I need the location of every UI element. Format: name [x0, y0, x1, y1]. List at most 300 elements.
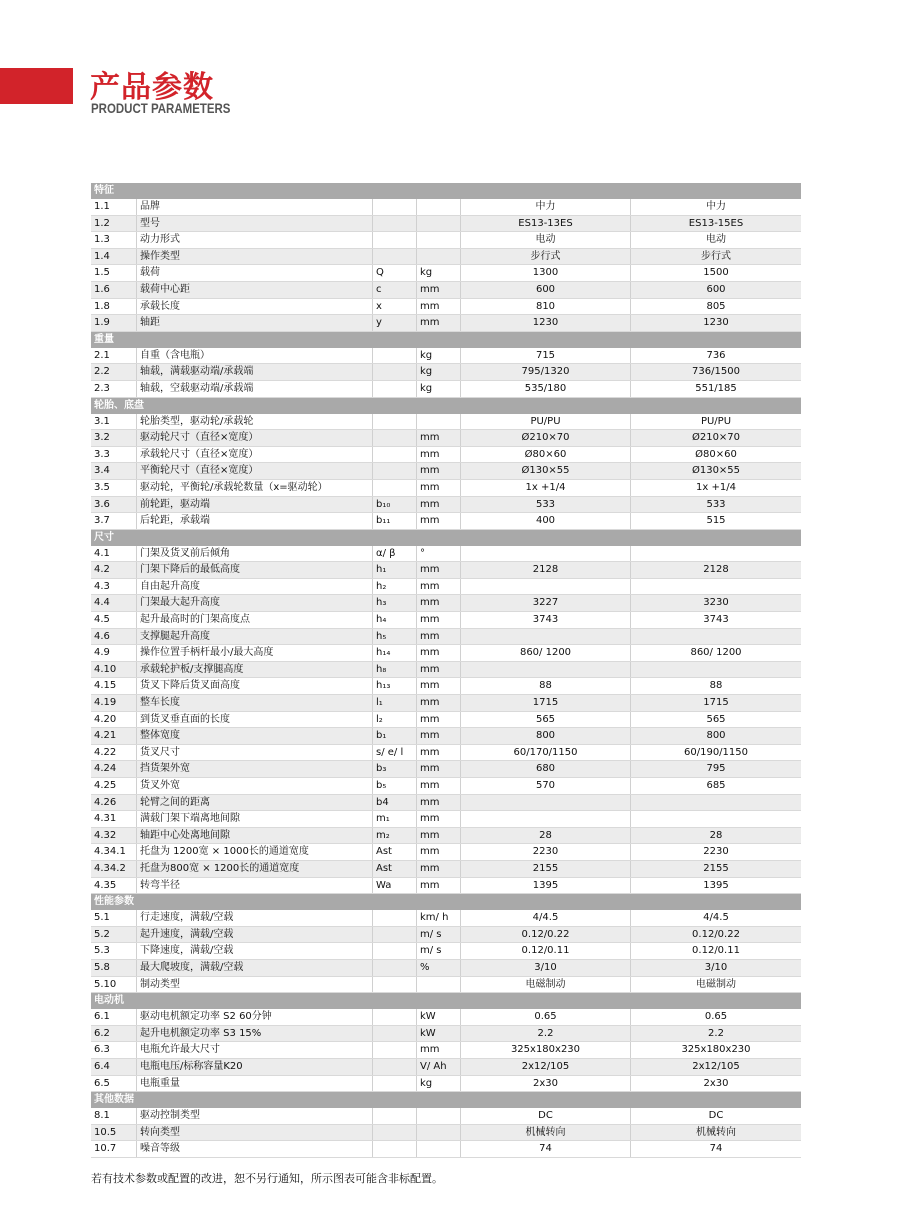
- row-symbol: b4: [373, 795, 417, 811]
- table-row: [91, 745, 801, 762]
- row-symbol: [373, 1141, 417, 1157]
- row-value-model-1: Ø80×60: [461, 447, 631, 463]
- row-unit: %: [417, 960, 461, 976]
- table-row: [91, 960, 801, 977]
- row-value-model-2: 325x180x230: [681, 1044, 751, 1056]
- row-symbol: [373, 199, 417, 215]
- row-description: 后轮距，承载端: [137, 513, 373, 529]
- row-number: 2.2: [91, 364, 137, 380]
- row-number: 10.7: [91, 1141, 137, 1157]
- table-row: [91, 943, 801, 960]
- row-description: 挡货架外宽: [137, 761, 373, 777]
- row-number: 5.1: [91, 910, 137, 926]
- row-value-model-1: [461, 579, 631, 595]
- row-description: 门架下降后的最低高度: [137, 562, 373, 578]
- row-value-model-1: 400: [461, 513, 631, 529]
- row-description: 门架及货叉前后倾角: [137, 546, 373, 562]
- row-description: 自由起升高度: [137, 579, 373, 595]
- table-row: [91, 695, 801, 712]
- row-value-model-1: 机械转向: [461, 1125, 631, 1141]
- row-description: 动力形式: [137, 232, 373, 248]
- row-unit: mm: [417, 1042, 461, 1058]
- row-value-model-1: 795/1320: [461, 364, 631, 380]
- row-number: 6.3: [91, 1042, 137, 1058]
- row-value-model-1: 2155: [461, 861, 631, 877]
- row-symbol: h₂: [373, 579, 417, 595]
- row-symbol: [373, 447, 417, 463]
- row-description: 货叉外宽: [137, 778, 373, 794]
- table-row: [91, 1042, 801, 1059]
- row-number: 5.2: [91, 927, 137, 943]
- row-symbol: [373, 381, 417, 397]
- row-value-model-1: 电磁制动: [461, 977, 631, 993]
- row-value-model-2: [631, 795, 801, 811]
- row-unit: mm: [417, 662, 461, 678]
- row-number: 8.1: [91, 1108, 137, 1124]
- table-row: [91, 546, 801, 563]
- row-description: 操作位置手柄杆最小/最大高度: [137, 645, 373, 661]
- row-unit: kW: [417, 1026, 461, 1042]
- row-unit: mm: [417, 315, 461, 331]
- row-unit: mm: [417, 463, 461, 479]
- section-header: 轮胎、底盘: [91, 398, 801, 414]
- row-number: 4.15: [91, 678, 137, 694]
- row-symbol: [373, 364, 417, 380]
- row-description: 驱动控制类型: [137, 1108, 373, 1124]
- row-number: 1.5: [91, 265, 137, 281]
- row-value-model-1: 步行式: [461, 249, 631, 265]
- row-value-model-2: 3230: [703, 597, 729, 609]
- row-symbol: [373, 216, 417, 232]
- row-description: 行走速度，满载/空载: [137, 910, 373, 926]
- row-value-model-2: ES13-15ES: [688, 217, 744, 229]
- row-value-model-2: [631, 811, 801, 827]
- table-row: [91, 1108, 801, 1125]
- spec-table: [91, 183, 801, 1158]
- row-description: 门架最大起升高度: [137, 595, 373, 611]
- row-number: 3.7: [91, 513, 137, 529]
- row-value-model-1: [461, 546, 631, 562]
- row-value-model-1: [461, 811, 631, 827]
- row-unit: mm: [417, 562, 461, 578]
- row-description: 起升最高时的门架高度点: [137, 612, 373, 628]
- row-value-model-2: 2x30: [703, 1077, 729, 1089]
- row-unit: mm: [417, 728, 461, 744]
- table-row: [91, 513, 801, 530]
- row-symbol: b₅: [373, 778, 417, 794]
- table-row: [91, 645, 801, 662]
- row-unit: mm: [417, 513, 461, 529]
- row-description: 前轮距，驱动端: [137, 497, 373, 513]
- table-row: [91, 1009, 801, 1026]
- row-unit: mm: [417, 447, 461, 463]
- row-value-model-1: 1300: [461, 265, 631, 281]
- row-description: 托盘为800宽 × 1200长的通道宽度: [137, 861, 373, 877]
- row-description: 操作类型: [137, 249, 373, 265]
- row-description: 起升电机额定功率 S3 15%: [137, 1026, 373, 1042]
- row-value-model-1: 0.65: [461, 1009, 631, 1025]
- row-number: 3.4: [91, 463, 137, 479]
- table-row: [91, 678, 801, 695]
- row-number: 4.10: [91, 662, 137, 678]
- row-symbol: [373, 943, 417, 959]
- row-number: 3.1: [91, 414, 137, 430]
- row-number: 4.4: [91, 595, 137, 611]
- row-value-model-1: 565: [461, 712, 631, 728]
- row-value-model-1: 2.2: [461, 1026, 631, 1042]
- row-symbol: h₅: [373, 629, 417, 645]
- table-row: [91, 1059, 801, 1076]
- row-symbol: h₈: [373, 662, 417, 678]
- row-value-model-2: 3/10: [704, 961, 728, 973]
- row-number: 4.6: [91, 629, 137, 645]
- row-symbol: m₁: [373, 811, 417, 827]
- row-number: 4.5: [91, 612, 137, 628]
- row-unit: mm: [417, 282, 461, 298]
- row-unit: mm: [417, 795, 461, 811]
- row-symbol: [373, 430, 417, 446]
- row-number: 1.4: [91, 249, 137, 265]
- row-value-model-2: 0.12/0.11: [692, 945, 740, 957]
- row-number: 5.10: [91, 977, 137, 993]
- row-unit: kg: [417, 1076, 461, 1092]
- row-number: 10.5: [91, 1125, 137, 1141]
- row-value-model-1: DC: [461, 1108, 631, 1124]
- row-value-model-1: 60/170/1150: [461, 745, 631, 761]
- row-value-model-2: 74: [709, 1143, 723, 1155]
- row-value-model-1: 0.12/0.22: [461, 927, 631, 943]
- row-unit: [417, 977, 461, 993]
- section-header: 其他数据: [91, 1092, 801, 1108]
- row-value-model-1: 74: [461, 1141, 631, 1157]
- row-value-model-2: 2155: [703, 862, 729, 874]
- row-value-model-2: 步行式: [701, 250, 731, 262]
- table-row: [91, 579, 801, 596]
- row-value-model-2: 2.2: [708, 1027, 724, 1039]
- row-number: 6.5: [91, 1076, 137, 1092]
- row-number: 4.9: [91, 645, 137, 661]
- row-description: 承载轮护板/支撑腿高度: [137, 662, 373, 678]
- row-unit: kg: [417, 364, 461, 380]
- row-unit: [417, 232, 461, 248]
- row-value-model-1: 2128: [461, 562, 631, 578]
- row-value-model-1: 2x30: [461, 1076, 631, 1092]
- row-symbol: [373, 910, 417, 926]
- row-symbol: [373, 1026, 417, 1042]
- table-row: [91, 199, 801, 216]
- table-row: [91, 265, 801, 282]
- row-value-model-2: 565: [706, 713, 726, 725]
- row-symbol: [373, 977, 417, 993]
- row-value-model-1: 600: [461, 282, 631, 298]
- section-header: 重量: [91, 332, 801, 348]
- row-unit: m/ s: [417, 943, 461, 959]
- row-value-model-2: 机械转向: [696, 1126, 736, 1138]
- row-description: 平衡轮尺寸（直径×宽度）: [137, 463, 373, 479]
- row-description: 货叉下降后货叉面高度: [137, 678, 373, 694]
- row-symbol: [373, 249, 417, 265]
- row-symbol: c: [373, 282, 417, 298]
- row-description: 到货叉垂直面的长度: [137, 712, 373, 728]
- row-description: 载荷: [137, 265, 373, 281]
- row-number: 4.24: [91, 761, 137, 777]
- row-symbol: Wa: [373, 878, 417, 894]
- row-number: 3.5: [91, 480, 137, 496]
- row-symbol: m₂: [373, 828, 417, 844]
- table-row: [91, 828, 801, 845]
- row-value-model-1: [461, 629, 631, 645]
- row-number: 4.2: [91, 562, 137, 578]
- table-row: [91, 1076, 801, 1093]
- row-symbol: [373, 1076, 417, 1092]
- row-unit: [417, 199, 461, 215]
- row-value-model-1: 28: [461, 828, 631, 844]
- row-value-model-2: 1230: [703, 317, 729, 329]
- row-description: 电瓶电压/标称容量K20: [137, 1059, 373, 1075]
- row-description: 货叉尺寸: [137, 745, 373, 761]
- header-accent-bar: [0, 68, 73, 104]
- table-row: [91, 844, 801, 861]
- row-number: 4.20: [91, 712, 137, 728]
- row-number: 4.34.1: [91, 844, 137, 860]
- row-value-model-1: 3743: [461, 612, 631, 628]
- row-value-model-1: 4/4.5: [461, 910, 631, 926]
- row-description: 驱动轮，平衡轮/承载轮数量（x=驱动轮）: [137, 480, 373, 496]
- row-unit: mm: [417, 678, 461, 694]
- table-row: [91, 811, 801, 828]
- row-value-model-1: 中力: [461, 199, 631, 215]
- row-number: 4.22: [91, 745, 137, 761]
- table-row: [91, 282, 801, 299]
- table-row: [91, 795, 801, 812]
- row-value-model-2: 736/1500: [692, 366, 740, 378]
- row-symbol: [373, 1042, 417, 1058]
- row-number: 5.3: [91, 943, 137, 959]
- row-value-model-2: 中力: [706, 201, 726, 212]
- row-unit: kW: [417, 1009, 461, 1025]
- row-unit: mm: [417, 778, 461, 794]
- table-row: [91, 480, 801, 497]
- row-description: 承载长度: [137, 299, 373, 315]
- row-description: 轴距中心处离地间隙: [137, 828, 373, 844]
- row-description: 轴距: [137, 315, 373, 331]
- row-value-model-2: 1500: [703, 267, 729, 279]
- row-symbol: [373, 1125, 417, 1141]
- row-description: 托盘为 1200宽 × 1000长的通道宽度: [137, 844, 373, 860]
- row-description: 噪音等级: [137, 1141, 373, 1157]
- row-unit: kg: [417, 265, 461, 281]
- row-description: 品牌: [137, 199, 373, 215]
- row-value-model-2: 0.12/0.22: [692, 928, 740, 940]
- table-row: [91, 1026, 801, 1043]
- row-unit: mm: [417, 828, 461, 844]
- row-value-model-2: 60/190/1150: [684, 746, 748, 758]
- row-value-model-1: 860/ 1200: [461, 645, 631, 661]
- table-row: [91, 861, 801, 878]
- row-value-model-1: 88: [461, 678, 631, 694]
- section-header: 特征: [91, 183, 801, 199]
- row-value-model-1: [461, 662, 631, 678]
- row-value-model-2: 600: [706, 283, 726, 295]
- row-value-model-2: 1x +1/4: [696, 481, 736, 493]
- row-value-model-1: 0.12/0.11: [461, 943, 631, 959]
- row-value-model-2: 795: [706, 763, 726, 775]
- row-value-model-2: 800: [706, 730, 726, 742]
- row-number: 4.21: [91, 728, 137, 744]
- table-row: [91, 595, 801, 612]
- row-unit: [417, 1108, 461, 1124]
- row-symbol: s/ e/ l: [373, 745, 417, 761]
- row-unit: mm: [417, 712, 461, 728]
- row-value-model-2: 551/185: [695, 382, 737, 394]
- row-value-model-2: 28: [709, 829, 723, 841]
- table-row: [91, 348, 801, 365]
- table-row: [91, 878, 801, 895]
- row-unit: [417, 1125, 461, 1141]
- row-symbol: [373, 463, 417, 479]
- row-unit: mm: [417, 745, 461, 761]
- row-value-model-2: 860/ 1200: [690, 647, 742, 659]
- row-value-model-2: [631, 662, 801, 678]
- row-description: 驱动轮尺寸（直径×宽度）: [137, 430, 373, 446]
- row-unit: mm: [417, 497, 461, 513]
- table-row: [91, 612, 801, 629]
- table-row: [91, 216, 801, 233]
- row-unit: mm: [417, 480, 461, 496]
- row-number: 4.19: [91, 695, 137, 711]
- row-unit: mm: [417, 878, 461, 894]
- row-description: 电瓶允许最大尺寸: [137, 1042, 373, 1058]
- row-number: 3.6: [91, 497, 137, 513]
- row-value-model-1: 2230: [461, 844, 631, 860]
- row-number: 5.8: [91, 960, 137, 976]
- row-value-model-1: 1x +1/4: [461, 480, 631, 496]
- row-value-model-2: DC: [708, 1110, 724, 1122]
- row-number: 4.35: [91, 878, 137, 894]
- row-unit: [417, 414, 461, 430]
- row-value-model-2: 2128: [703, 564, 729, 576]
- footnote: 若有技术参数或配置的改进，恕不另行通知，所示图表可能含非标配置。: [91, 1172, 443, 1185]
- row-description: 最大爬坡度，满载/空载: [137, 960, 373, 976]
- row-unit: mm: [417, 695, 461, 711]
- table-row: [91, 1125, 801, 1142]
- row-unit: mm: [417, 299, 461, 315]
- row-symbol: [373, 1108, 417, 1124]
- table-row: [91, 232, 801, 249]
- row-value-model-1: 3/10: [461, 960, 631, 976]
- row-number: 1.2: [91, 216, 137, 232]
- row-description: 驱动电机额定功率 S2 60分钟: [137, 1009, 373, 1025]
- row-symbol: b₁₁: [373, 513, 417, 529]
- row-value-model-2: 88: [709, 680, 723, 692]
- row-number: 4.26: [91, 795, 137, 811]
- row-value-model-2: 736: [706, 349, 726, 361]
- row-value-model-2: Ø130×55: [691, 465, 741, 477]
- row-number: 1.8: [91, 299, 137, 315]
- row-value-model-1: 3227: [461, 595, 631, 611]
- row-value-model-2: 515: [706, 515, 726, 527]
- row-description: 型号: [137, 216, 373, 232]
- row-description: 轮胎类型，驱动轮/承载轮: [137, 414, 373, 430]
- row-value-model-1: 325x180x230: [461, 1042, 631, 1058]
- row-description: 轮臂之间的距离: [137, 795, 373, 811]
- row-description: 承载轮尺寸（直径×宽度）: [137, 447, 373, 463]
- row-symbol: h₁: [373, 562, 417, 578]
- row-description: 载荷中心距: [137, 282, 373, 298]
- row-description: 轴载，满载驱动端/承载端: [137, 364, 373, 380]
- row-value-model-2: 电磁制动: [696, 978, 736, 990]
- table-row: [91, 927, 801, 944]
- row-unit: [417, 1141, 461, 1157]
- table-row: [91, 728, 801, 745]
- section-header: 尺寸: [91, 530, 801, 546]
- row-unit: [417, 216, 461, 232]
- row-value-model-1: 680: [461, 761, 631, 777]
- table-row: [91, 977, 801, 994]
- row-description: 轴载，空载驱动端/承载端: [137, 381, 373, 397]
- row-unit: mm: [417, 430, 461, 446]
- row-unit: mm: [417, 761, 461, 777]
- row-description: 下降速度，满载/空载: [137, 943, 373, 959]
- row-number: 4.1: [91, 546, 137, 562]
- row-value-model-1: 2x12/105: [461, 1059, 631, 1075]
- row-number: 4.32: [91, 828, 137, 844]
- row-description: 整车长度: [137, 695, 373, 711]
- row-symbol: [373, 414, 417, 430]
- table-row: [91, 761, 801, 778]
- row-number: 6.1: [91, 1009, 137, 1025]
- row-description: 整体宽度: [137, 728, 373, 744]
- section-header: 性能参数: [91, 894, 801, 910]
- row-symbol: [373, 960, 417, 976]
- row-value-model-2: [631, 629, 801, 645]
- table-row: [91, 712, 801, 729]
- row-description: 起升速度，满载/空载: [137, 927, 373, 943]
- row-unit: °: [417, 546, 461, 562]
- row-number: 6.4: [91, 1059, 137, 1075]
- row-value-model-1: [461, 795, 631, 811]
- row-symbol: [373, 480, 417, 496]
- row-value-model-2: 1715: [703, 697, 729, 709]
- row-symbol: [373, 232, 417, 248]
- row-unit: kg: [417, 381, 461, 397]
- row-number: 6.2: [91, 1026, 137, 1042]
- row-value-model-2: Ø210×70: [691, 432, 741, 444]
- row-value-model-1: 715: [461, 348, 631, 364]
- table-row: [91, 629, 801, 646]
- row-value-model-2: 1395: [703, 879, 729, 891]
- row-unit: mm: [417, 861, 461, 877]
- table-row: [91, 910, 801, 927]
- table-row: [91, 1141, 801, 1158]
- row-value-model-2: 2230: [703, 846, 729, 858]
- row-symbol: h₄: [373, 612, 417, 628]
- row-value-model-1: ES13-13ES: [461, 216, 631, 232]
- row-description: 电瓶重量: [137, 1076, 373, 1092]
- row-number: 1.6: [91, 282, 137, 298]
- row-value-model-1: 1230: [461, 315, 631, 331]
- row-value-model-2: 533: [706, 498, 726, 510]
- table-row: [91, 497, 801, 514]
- page-title: 产品参数: [90, 70, 214, 105]
- row-number: 4.25: [91, 778, 137, 794]
- row-symbol: α/ β: [373, 546, 417, 562]
- row-value-model-1: 800: [461, 728, 631, 744]
- row-value-model-2: 805: [706, 300, 726, 312]
- row-value-model-2: 0.65: [704, 1011, 728, 1023]
- row-value-model-1: 570: [461, 778, 631, 794]
- row-description: 转弯半径: [137, 878, 373, 894]
